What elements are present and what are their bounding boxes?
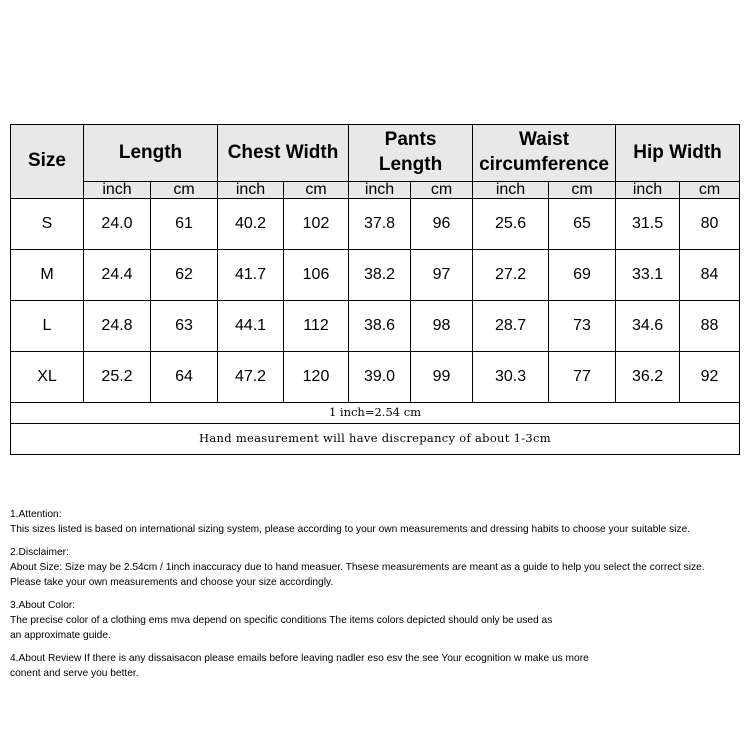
table-row <box>11 250 740 301</box>
length-header: Length <box>84 125 218 182</box>
table-cell: 80 <box>680 199 740 250</box>
table-cell: 92 <box>680 352 740 403</box>
unit-cell: inch <box>616 182 680 199</box>
waist-header-line-1: Waist <box>519 129 570 151</box>
pants-length-header-line-1: Pants <box>384 129 437 151</box>
table-cell: 102 <box>284 199 349 250</box>
table-cell: 63 <box>151 301 218 352</box>
note-text: Please take your own measurements and choose your size accordingly. <box>10 577 334 588</box>
size-label: XL <box>11 352 84 403</box>
table-cell: 24.8 <box>84 301 151 352</box>
note-text: This sizes listed is based on international sizing system, please according to your own measurements and dressing habits to choose your suitable size. <box>10 524 691 535</box>
size-label: S <box>11 199 84 250</box>
table-cell: 120 <box>284 352 349 403</box>
table-cell: 44.1 <box>218 301 284 352</box>
unit-cell: inch <box>349 182 411 199</box>
table-cell: 24.4 <box>84 250 151 301</box>
table-cell: 112 <box>284 301 349 352</box>
unit-cell: cm <box>680 182 740 199</box>
table-cell: 39.0 <box>349 352 411 403</box>
table-cell: 98 <box>411 301 473 352</box>
table-cell: 36.2 <box>616 352 680 403</box>
note-text: an approximate guide. <box>10 630 111 641</box>
table-cell: 97 <box>411 250 473 301</box>
header-row <box>11 125 740 182</box>
note-text: About Size: Size may be 2.54cm / 1inch inaccuracy due to hand measuer. Thsese measurements are meant as a guide to help you select the correct size. <box>10 562 705 573</box>
table-cell: 106 <box>284 250 349 301</box>
table-cell: 84 <box>680 250 740 301</box>
note-heading: 2.Disclaimer: <box>10 547 69 558</box>
size-label: M <box>11 250 84 301</box>
table-cell: 96 <box>411 199 473 250</box>
table-cell: 88 <box>680 301 740 352</box>
unit-row <box>11 182 740 199</box>
unit-cell: inch <box>218 182 284 199</box>
table-cell: 47.2 <box>218 352 284 403</box>
table-cell: 28.7 <box>473 301 549 352</box>
table-cell: 65 <box>549 199 616 250</box>
table-cell: 41.7 <box>218 250 284 301</box>
discrepancy-row <box>11 424 740 455</box>
pants-length-header-line-2: Length <box>378 154 443 175</box>
table-cell: 40.2 <box>218 199 284 250</box>
table-cell: 69 <box>549 250 616 301</box>
note-heading: 1.Attention: <box>10 509 62 520</box>
unit-cell: cm <box>284 182 349 199</box>
table-cell: 25.2 <box>84 352 151 403</box>
size-label: L <box>11 301 84 352</box>
note-text: The precise color of a clothing ems mva depend on specific conditions The items colors depicted should only be used as <box>10 615 553 626</box>
unit-cell: inch <box>473 182 549 199</box>
table-row <box>11 199 740 250</box>
table-cell: 64 <box>151 352 218 403</box>
table-cell: 37.8 <box>349 199 411 250</box>
note-heading: 3.About Color: <box>10 600 76 611</box>
table-cell: 25.6 <box>473 199 549 250</box>
note-heading: 4.About Review If there is any dissaisacon please emails before leaving nadler eso esv the see Your ecognition w make us more <box>10 653 589 664</box>
table-cell: 33.1 <box>616 250 680 301</box>
note-disclaimer <box>10 545 745 590</box>
pants-length-header <box>349 125 473 182</box>
table-cell: 30.3 <box>473 352 549 403</box>
table-cell: 38.6 <box>349 301 411 352</box>
table-cell: 27.2 <box>473 250 549 301</box>
chest-width-header: Chest Width <box>218 125 349 182</box>
waist-header-line-2: circumference <box>479 154 609 175</box>
note-color <box>10 598 745 643</box>
unit-cell: cm <box>411 182 473 199</box>
discrepancy-note: Hand measurement will have discrepancy of about 1-3cm <box>11 424 740 455</box>
conversion-note: 1 inch=2.54 cm <box>11 403 740 424</box>
conversion-row <box>11 403 740 424</box>
table-cell: 31.5 <box>616 199 680 250</box>
table-cell: 99 <box>411 352 473 403</box>
unit-cell: cm <box>549 182 616 199</box>
size-header: Size <box>11 125 84 199</box>
table-cell: 62 <box>151 250 218 301</box>
table-row <box>11 352 740 403</box>
table-cell: 73 <box>549 301 616 352</box>
hip-width-header: Hip Width <box>616 125 740 182</box>
table-cell: 38.2 <box>349 250 411 301</box>
note-review <box>10 651 745 681</box>
size-chart-table <box>10 124 740 455</box>
table-cell: 24.0 <box>84 199 151 250</box>
note-attention <box>10 507 745 537</box>
waist-circumference-header <box>473 125 616 182</box>
unit-cell: cm <box>151 182 218 199</box>
table-cell: 61 <box>151 199 218 250</box>
table-row <box>11 301 740 352</box>
table-cell: 77 <box>549 352 616 403</box>
notes-section <box>10 507 745 689</box>
table-cell: 34.6 <box>616 301 680 352</box>
note-text: conent and serve you better. <box>10 668 139 679</box>
unit-cell: inch <box>84 182 151 199</box>
